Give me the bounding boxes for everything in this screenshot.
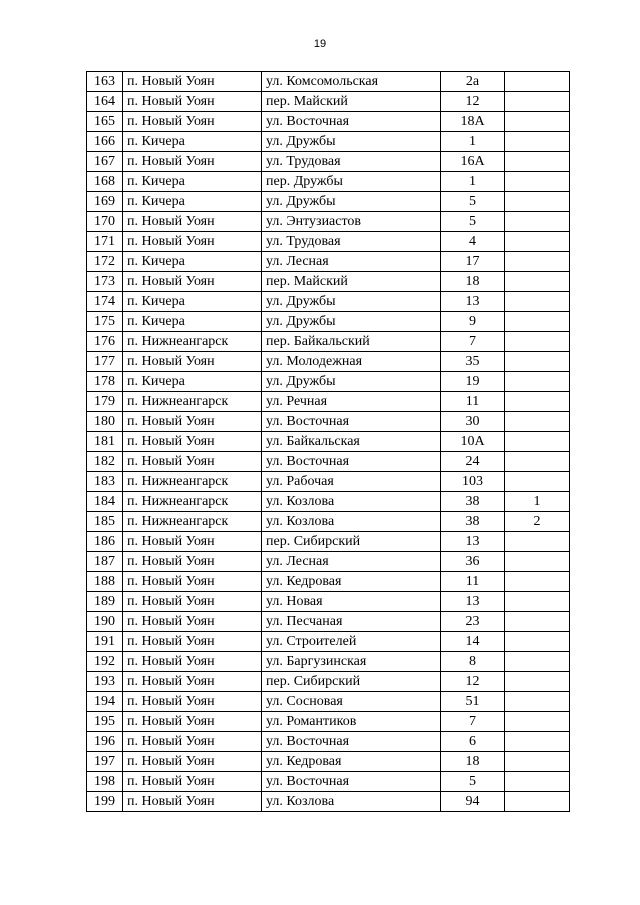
street-cell: ул. Песчаная [262,612,441,632]
settlement-cell: п. Кичера [123,372,262,392]
street-cell: ул. Дружбы [262,192,441,212]
street-cell: ул. Новая [262,592,441,612]
settlement-cell: п. Новый Уоян [123,772,262,792]
street-cell: ул. Дружбы [262,312,441,332]
row-number-cell: 179 [87,392,123,412]
table-row [87,632,570,652]
street-cell: ул. Козлова [262,512,441,532]
street-cell: ул. Козлова [262,792,441,812]
table-row [87,772,570,792]
row-number-cell: 186 [87,532,123,552]
table-row [87,732,570,752]
note-cell [505,272,570,292]
row-number-cell: 189 [87,592,123,612]
table-row [87,532,570,552]
house-number-cell: 7 [441,332,505,352]
house-number-cell: 9 [441,312,505,332]
table-row [87,432,570,452]
house-number-cell: 38 [441,492,505,512]
street-cell: пер. Байкальский [262,332,441,352]
settlement-cell: п. Новый Уоян [123,92,262,112]
row-number-cell: 190 [87,612,123,632]
settlement-cell: п. Новый Уоян [123,572,262,592]
table-row [87,712,570,732]
house-number-cell: 19 [441,372,505,392]
settlement-cell: п. Новый Уоян [123,212,262,232]
note-cell [505,712,570,732]
street-cell: ул. Восточная [262,772,441,792]
row-number-cell: 167 [87,152,123,172]
row-number-cell: 173 [87,272,123,292]
note-cell [505,332,570,352]
settlement-cell: п. Новый Уоян [123,652,262,672]
settlement-cell: п. Новый Уоян [123,272,262,292]
settlement-cell: п. Кичера [123,132,262,152]
settlement-cell: п. Новый Уоян [123,712,262,732]
street-cell: ул. Дружбы [262,132,441,152]
note-cell [505,652,570,672]
street-cell: ул. Восточная [262,732,441,752]
note-cell: 2 [505,512,570,532]
row-number-cell: 183 [87,472,123,492]
house-number-cell: 35 [441,352,505,372]
settlement-cell: п. Кичера [123,312,262,332]
settlement-cell: п. Новый Уоян [123,672,262,692]
house-number-cell: 6 [441,732,505,752]
settlement-cell: п. Новый Уоян [123,792,262,812]
row-number-cell: 172 [87,252,123,272]
note-cell [505,792,570,812]
row-number-cell: 175 [87,312,123,332]
house-number-cell: 13 [441,532,505,552]
house-number-cell: 36 [441,552,505,572]
note-cell [505,532,570,552]
table-row [87,652,570,672]
house-number-cell: 12 [441,672,505,692]
note-cell [505,112,570,132]
house-number-cell: 23 [441,612,505,632]
settlement-cell: п. Кичера [123,252,262,272]
table-row [87,692,570,712]
table-row [87,132,570,152]
settlement-cell: п. Кичера [123,172,262,192]
note-cell [505,572,570,592]
table-row [87,452,570,472]
street-cell: ул. Сосновая [262,692,441,712]
street-cell: ул. Рабочая [262,472,441,492]
house-number-cell: 18 [441,272,505,292]
house-number-cell: 18А [441,112,505,132]
house-number-cell: 5 [441,192,505,212]
note-cell [505,732,570,752]
house-number-cell: 30 [441,412,505,432]
row-number-cell: 195 [87,712,123,732]
table-row [87,672,570,692]
house-number-cell: 24 [441,452,505,472]
note-cell [505,132,570,152]
settlement-cell: п. Новый Уоян [123,612,262,632]
settlement-cell: п. Нижнеангарск [123,492,262,512]
house-number-cell: 12 [441,92,505,112]
note-cell [505,372,570,392]
street-cell: ул. Дружбы [262,372,441,392]
settlement-cell: п. Кичера [123,192,262,212]
note-cell [505,172,570,192]
note-cell [505,392,570,412]
street-cell: пер. Майский [262,92,441,112]
street-cell: ул. Лесная [262,252,441,272]
settlement-cell: п. Нижнеангарск [123,512,262,532]
table-row [87,752,570,772]
street-cell: ул. Козлова [262,492,441,512]
house-number-cell: 38 [441,512,505,532]
street-cell: пер. Майский [262,272,441,292]
table-row [87,592,570,612]
street-cell: ул. Речная [262,392,441,412]
settlement-cell: п. Новый Уоян [123,432,262,452]
street-cell: ул. Лесная [262,552,441,572]
table-row [87,172,570,192]
house-number-cell: 11 [441,572,505,592]
row-number-cell: 198 [87,772,123,792]
house-number-cell: 18 [441,752,505,772]
table-row [87,372,570,392]
street-cell: ул. Трудовая [262,152,441,172]
house-number-cell: 94 [441,792,505,812]
house-number-cell: 10А [441,432,505,452]
table-row [87,252,570,272]
settlement-cell: п. Новый Уоян [123,752,262,772]
row-number-cell: 169 [87,192,123,212]
settlement-cell: п. Нижнеангарск [123,332,262,352]
note-cell [505,92,570,112]
row-number-cell: 187 [87,552,123,572]
street-cell: пер. Дружбы [262,172,441,192]
row-number-cell: 164 [87,92,123,112]
row-number-cell: 199 [87,792,123,812]
table-row [87,412,570,432]
table-row [87,492,570,512]
settlement-cell: п. Новый Уоян [123,152,262,172]
settlement-cell: п. Новый Уоян [123,592,262,612]
address-table [86,71,570,812]
note-cell: 1 [505,492,570,512]
table-row [87,352,570,372]
table-row [87,192,570,212]
house-number-cell: 14 [441,632,505,652]
street-cell: пер. Сибирский [262,532,441,552]
row-number-cell: 170 [87,212,123,232]
street-cell: ул. Романтиков [262,712,441,732]
note-cell [505,752,570,772]
house-number-cell: 103 [441,472,505,492]
table-row [87,92,570,112]
row-number-cell: 181 [87,432,123,452]
table-row [87,792,570,812]
settlement-cell: п. Новый Уоян [123,72,262,92]
settlement-cell: п. Нижнеангарск [123,472,262,492]
row-number-cell: 185 [87,512,123,532]
street-cell: ул. Молодежная [262,352,441,372]
row-number-cell: 191 [87,632,123,652]
house-number-cell: 7 [441,712,505,732]
house-number-cell: 16А [441,152,505,172]
table-row [87,72,570,92]
table-row [87,152,570,172]
row-number-cell: 197 [87,752,123,772]
row-number-cell: 182 [87,452,123,472]
table-row [87,512,570,532]
row-number-cell: 194 [87,692,123,712]
row-number-cell: 165 [87,112,123,132]
street-cell: ул. Восточная [262,412,441,432]
note-cell [505,692,570,712]
note-cell [505,612,570,632]
house-number-cell: 13 [441,592,505,612]
row-number-cell: 168 [87,172,123,192]
note-cell [505,72,570,92]
settlement-cell: п. Новый Уоян [123,552,262,572]
note-cell [505,432,570,452]
table-row [87,292,570,312]
street-cell: ул. Восточная [262,452,441,472]
house-number-cell: 8 [441,652,505,672]
settlement-cell: п. Новый Уоян [123,412,262,432]
street-cell: ул. Дружбы [262,292,441,312]
row-number-cell: 184 [87,492,123,512]
row-number-cell: 178 [87,372,123,392]
note-cell [505,212,570,232]
street-cell: ул. Комсомольская [262,72,441,92]
row-number-cell: 192 [87,652,123,672]
table-row [87,112,570,132]
table-row [87,332,570,352]
note-cell [505,632,570,652]
note-cell [505,452,570,472]
row-number-cell: 176 [87,332,123,352]
street-cell: ул. Трудовая [262,232,441,252]
table-row [87,232,570,252]
page-number: 19 [313,38,327,50]
note-cell [505,352,570,372]
settlement-cell: п. Новый Уоян [123,452,262,472]
note-cell [505,412,570,432]
row-number-cell: 171 [87,232,123,252]
settlement-cell: п. Новый Уоян [123,232,262,252]
street-cell: ул. Строителей [262,632,441,652]
house-number-cell: 11 [441,392,505,412]
note-cell [505,192,570,212]
street-cell: ул. Кедровая [262,752,441,772]
settlement-cell: п. Новый Уоян [123,532,262,552]
note-cell [505,292,570,312]
street-cell: ул. Баргузинская [262,652,441,672]
settlement-cell: п. Новый Уоян [123,732,262,752]
street-cell: ул. Восточная [262,112,441,132]
settlement-cell: п. Новый Уоян [123,692,262,712]
house-number-cell: 5 [441,212,505,232]
table-row [87,472,570,492]
street-cell: ул. Байкальская [262,432,441,452]
note-cell [505,552,570,572]
note-cell [505,152,570,172]
note-cell [505,472,570,492]
note-cell [505,252,570,272]
table-row [87,392,570,412]
row-number-cell: 188 [87,572,123,592]
row-number-cell: 180 [87,412,123,432]
note-cell [505,312,570,332]
house-number-cell: 51 [441,692,505,712]
row-number-cell: 177 [87,352,123,372]
table-row [87,552,570,572]
settlement-cell: п. Кичера [123,292,262,312]
note-cell [505,592,570,612]
house-number-cell: 1 [441,132,505,152]
house-number-cell: 13 [441,292,505,312]
settlement-cell: п. Новый Уоян [123,632,262,652]
note-cell [505,232,570,252]
address-table-body [87,72,570,812]
street-cell: пер. Сибирский [262,672,441,692]
row-number-cell: 174 [87,292,123,312]
table-row [87,212,570,232]
street-cell: ул. Кедровая [262,572,441,592]
settlement-cell: п. Новый Уоян [123,112,262,132]
row-number-cell: 163 [87,72,123,92]
settlement-cell: п. Новый Уоян [123,352,262,372]
house-number-cell: 4 [441,232,505,252]
note-cell [505,672,570,692]
settlement-cell: п. Нижнеангарск [123,392,262,412]
note-cell [505,772,570,792]
row-number-cell: 193 [87,672,123,692]
house-number-cell: 1 [441,172,505,192]
row-number-cell: 166 [87,132,123,152]
house-number-cell: 5 [441,772,505,792]
table-row [87,272,570,292]
house-number-cell: 2а [441,72,505,92]
house-number-cell: 17 [441,252,505,272]
row-number-cell: 196 [87,732,123,752]
table-row [87,312,570,332]
table-row [87,572,570,592]
street-cell: ул. Энтузиастов [262,212,441,232]
table-row [87,612,570,632]
